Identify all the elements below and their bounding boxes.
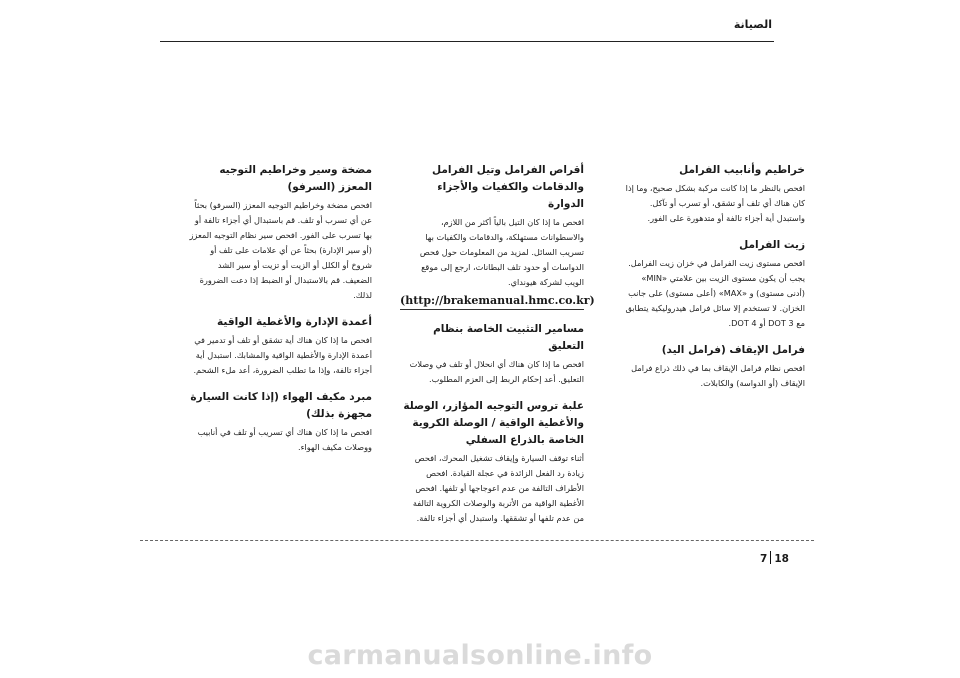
section-suspension-bolts [400, 321, 584, 387]
section-brake-discs [400, 162, 595, 310]
column-left [188, 162, 372, 466]
section-power-steering [188, 162, 372, 303]
section-body: افحص مضخة وخراطيم التوجيه المعزز (السرفو) بحثاً عن أي تسرب أو تلف. قم باستبدال أي أجزاء تالفة أو بها تسرب على الفور. افحص سير نظام التوجيه المعزز (أو سير الإدارة) بحثاً عن أي علامات على تلف أو شروخ أو الكلل أو الزيت أو تزيت أو سير الشد الضعيف. قم بالاستبدال أو الضبط إذا دعت الضرورة لذلك. [189, 200, 372, 300]
section-title: خراطيم وأنابيب الفرامل [679, 164, 805, 176]
section-body: افحص مستوى زيت الفرامل في خزان زيت الفرامل. يجب أن يكون مستوى الزيت بين علامتي «MIN» (أدنى مستوى) و «MAX» (أعلى مستوى) على جانب الخزان. لا تستخدم إلا سائل فرامل هيدروليكية يتطابق مع DOT 3 أو DOT 4. [625, 258, 805, 328]
page-header-title: الصيانة [733, 18, 772, 31]
footer-divider [140, 540, 814, 541]
section-title: علبة تروس التوجيه المؤازر، الوصلة والأغطية الواقية / الوصلة الكروية الخاصة بالذراع السفلي [403, 400, 584, 446]
page-number-page: 18 [774, 553, 789, 565]
column-middle [400, 162, 595, 537]
section-parking-brake [621, 342, 805, 391]
section-body: افحص نظام فرامل الإيقاف بما في ذلك ذراع فرامل الإيقاف (أو الدواسة) والكابلات. [631, 363, 805, 388]
column-right [621, 162, 805, 402]
section-brake-fluid [621, 237, 805, 331]
section-title: فرامل الإيقاف (فرامل اليد) [661, 344, 805, 356]
section-body: افحص ما إذا كان هناك أي انحلال أو تلف في وصلات التعليق. أعد إحكام الربط إلى العزم المطلوب. [409, 359, 584, 384]
watermark: carmanualsonline.info [307, 640, 653, 671]
section-body: افحص ما إذا كان هناك أي تسريب أو تلف في أنابيب ووصلات مكيف الهواء. [197, 427, 372, 452]
page-number-section: 7 [760, 553, 768, 565]
section-drive-shafts [188, 314, 372, 378]
section-body: أثناء توقف السيارة وإيقاف تشغيل المحرك، افحص زيادة رد الفعل الزائدة في عجلة القيادة. افحص الأطراف التالفة من عدم اعوجاجها أو تلفها. افحص الأغطية الواقية من الأتربة والوصلات الكروية التالفة من عدم تلفها أو تشققها. واستبدل أي أجزاء تالفة. [412, 453, 584, 523]
section-title: أقراص الفرامل وتيل الفرامل والدقامات والكفيات والأجزاء الدوارة [431, 164, 584, 210]
section-brake-hoses [621, 162, 805, 226]
section-body: افحص بالنظر ما إذا كانت مركبة بشكل صحيح، وما إذا كان هناك أي تلف أو تشقق، أو تسرب أو تآكل. واستبدل أية أجزاء تالفة أو متدهورة على الفور. [625, 183, 805, 223]
page-number-separator [770, 551, 771, 564]
page-number [760, 551, 789, 565]
section-title: مسامير التثبيت الخاصة بنظام التعليق [433, 323, 584, 352]
section-title: مضخة وسير وخراطيم التوجيه المعزز (السرفو) [219, 164, 372, 193]
section-title: مبرد مكيف الهواء (إذا كانت السيارة مجهزة بذلك) [190, 391, 372, 420]
brake-manual-link[interactable]: (http://brakemanual.hmc.co.kr) [400, 294, 584, 310]
section-body: افحص ما إذا كان هناك أية تشقق أو تلف أو تدمير في أعمدة الإدارة والأغطية الواقية والمشابك. استبدل أية أجزاء تالفة، وإذا ما تطلب الضرورة، أعد ملء الشحم. [193, 335, 372, 375]
section-title: أعمدة الإدارة والأغطية الواقية [217, 316, 372, 328]
section-ac-refrigerant [188, 389, 372, 455]
section-title: زيت الفرامل [739, 239, 805, 251]
section-body: افحص ما إذا كان التيل بالياً أكثر من اللازم، والاسطوانات مستهلكة، والدقامات والكفيات بها تسريب السائل. لمزيد من المعلومات حول فحص الدواسات أو حدود تلف البطانات، ارجع إلى موقع الويب لشركة هيونداي. [419, 217, 584, 287]
section-steering-gear [400, 398, 584, 526]
header-divider [160, 41, 774, 42]
